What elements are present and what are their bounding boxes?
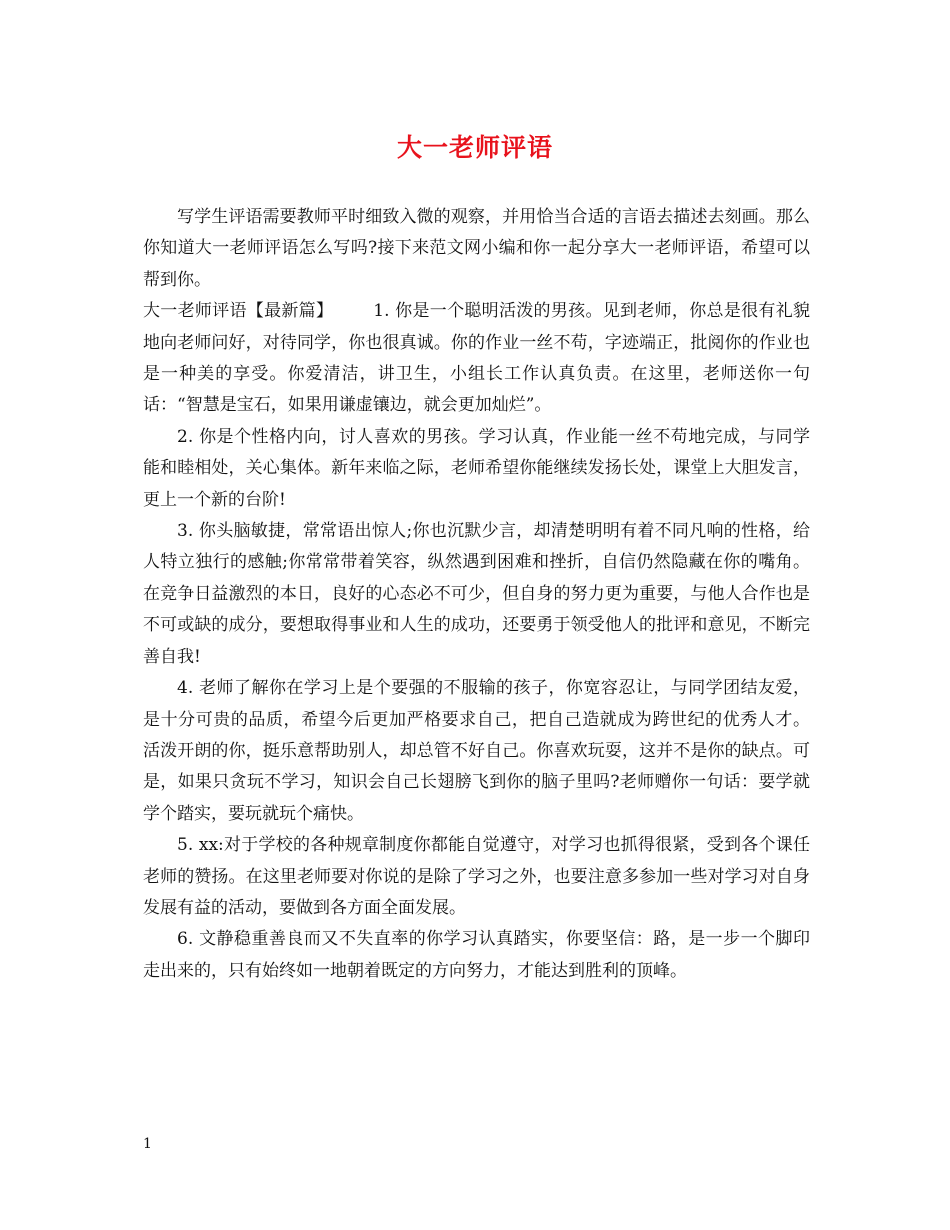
comment-3: 3. 你头脑敏捷，常常语出惊人;你也沉默少言，却清楚明明有着不同凡响的性格，给人特立独行的感触;你常常带着笑容，纵然遇到困难和挫折，自信仍然隐藏在你的嘴角。在竞争日益激烈的本日，良好的心态必不可少，但自身的努力更为重要，与他人合作也是不可或缺的成分，要想取得事业和人生的成功，还要勇于领受他人的批评和意见，不断完善自我! <box>143 521 810 667</box>
page-number: 1 <box>143 1136 152 1152</box>
comment-1: 1. 你是一个聪明活泼的男孩。见到老师，你总是很有礼貌地向老师问好，对待同学，你也很真诚。你的作业一丝不苟，字迹端正，批阅你的作业也是一种美的享受。你爱清洁，讲卫生，小组长工作认真负责。在这里，老师送你一句话：“智慧是宝石，如果用谦虚镶边，就会更加灿烂”。 <box>143 301 811 416</box>
document-title: 大一老师评语 <box>396 133 553 162</box>
comment-6: 6. 文静稳重善良而又不失直率的你学习认真踏实，你要坚信：路，是一步一个脚印走出来的，只有始终如一地朝着既定的方向努力，才能达到胜利的顶峰。 <box>143 929 810 981</box>
intro-paragraph: 写学生评语需要教师平时细致入微的观察，并用恰当合适的言语去描述去刻画。那么你知道大一老师评语怎么写吗?接下来范文网小编和你一起分享大一老师评语，希望可以帮到你。 <box>143 207 810 290</box>
document-body <box>143 202 810 987</box>
comment-4: 4. 老师了解你在学习上是个要强的不服输的孩子，你宽容忍让，与同学团结友爱，是十分可贵的品质，希望今后更加严格要求自己，把自己造就成为跨世纪的优秀人才。 活泼开朗的你，挺乐意帮助别人，却总管不好自己。你喜欢玩耍，这并不是你的缺点。可是，如果只贪玩不学习，知识会自己长翅膀飞到你的脑子里吗?老师赠你一句话：要学就学个踏实，要玩就玩个痛快。 <box>143 678 810 824</box>
comment-2: 2. 你是个性格内向，讨人喜欢的男孩。学习认真，作业能一丝不苟地完成，与同学能和睦相处，关心集体。新年来临之际，老师希望你能继续发扬长处，课堂上大胆发言，更上一个新的台阶! <box>143 426 810 510</box>
first-comment-paragraph <box>143 296 810 422</box>
comment-5: 5. xx:对于学校的各种规章制度你都能自觉遵守，对学习也抓得很紧，受到各个课任老师的赞扬。在这里老师要对你说的是除了学习之外，也要注意多参加一些对学习对自身发展有益的活动，要做到各方面全面发展。 <box>143 835 810 918</box>
section-heading: 大一老师评语【最新篇】 <box>143 301 334 322</box>
